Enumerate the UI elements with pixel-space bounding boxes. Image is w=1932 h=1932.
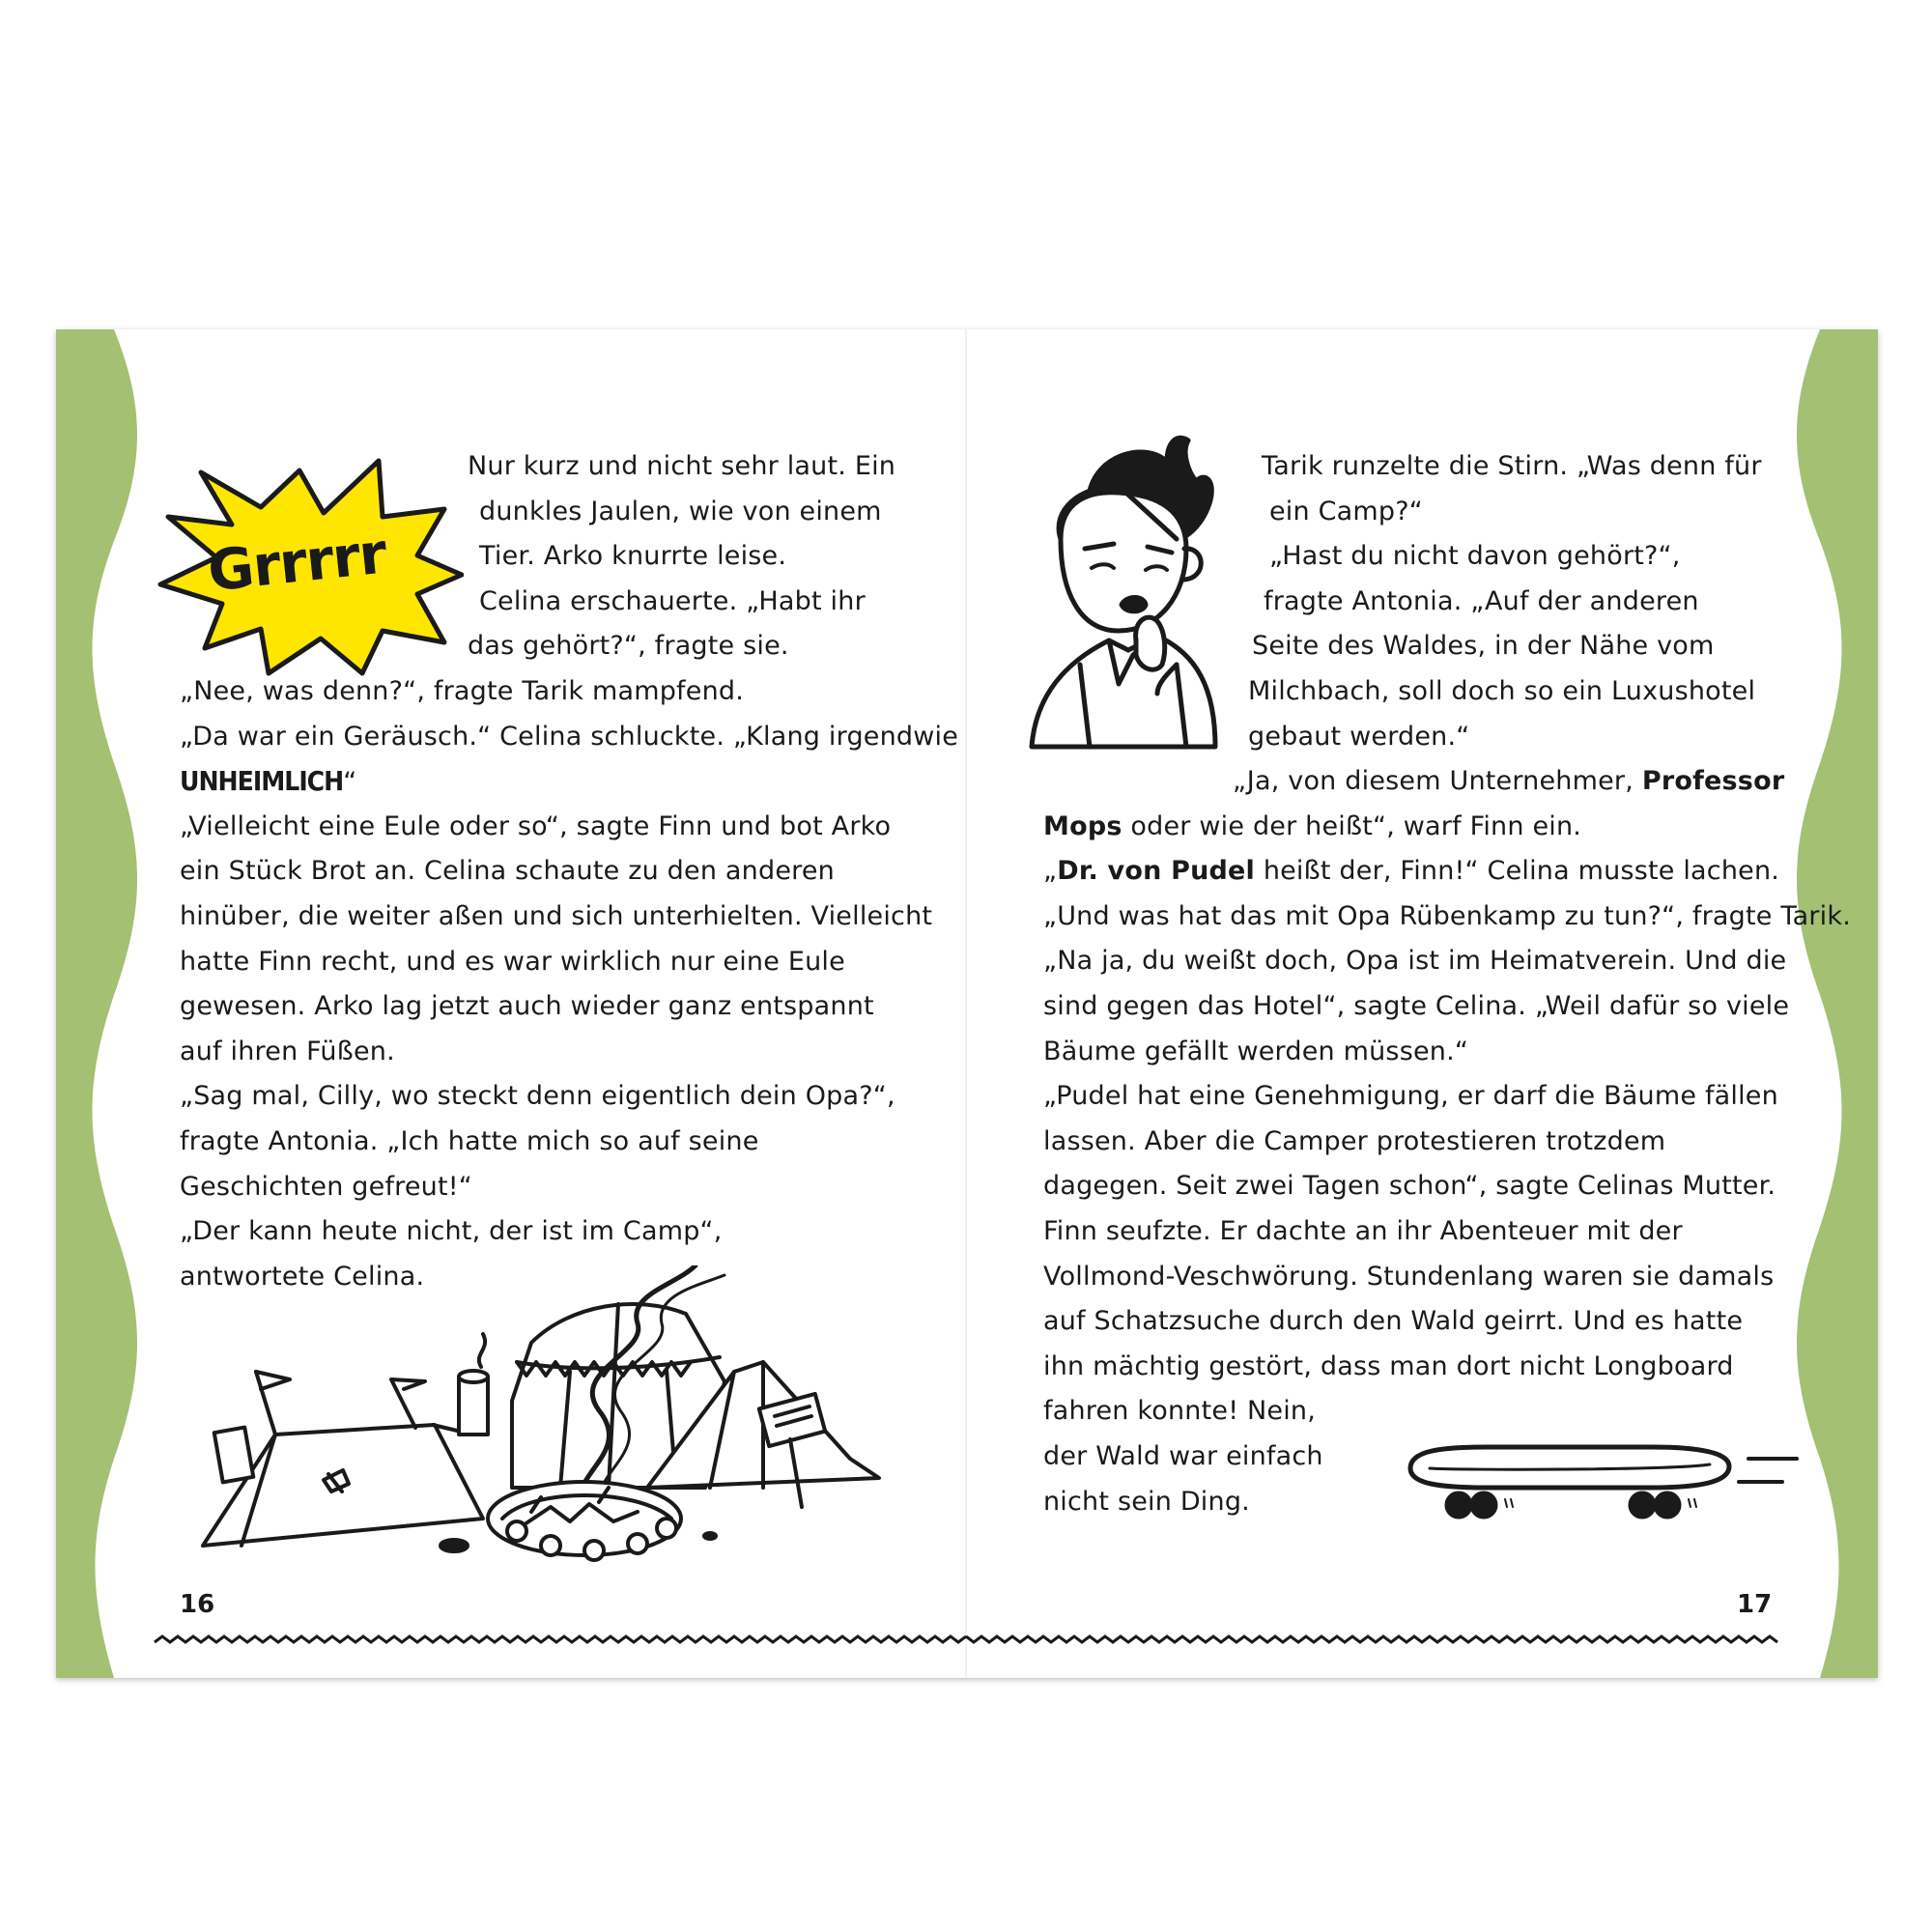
text-line: Milchbach, soll doch so ein Luxushotel (1248, 675, 1756, 706)
unheimlich-word: UNHEIMLICH (180, 765, 344, 798)
text-line: Seite des Waldes, in der Nähe vom (1252, 631, 1715, 662)
tarik-portrait-icon (1022, 433, 1235, 752)
left-body-text (180, 669, 958, 1299)
text-line: Celina erschauerte. „Habt ihr (479, 585, 866, 616)
text-line: „Hast du nicht davon gehört?“, (1269, 541, 1681, 572)
text-line: „Vielleicht eine Eule oder so“, sagte Finn und bot Arko (180, 810, 892, 841)
text-line: „Da war ein Geräusch.“ Celina schluckte. „Klang irgendwie (180, 721, 959, 752)
right-body-text (1043, 759, 1851, 1524)
right-wrap-text (1238, 444, 1762, 759)
text-line-unheimlich (180, 759, 958, 805)
text-line-ja (1043, 759, 1851, 805)
text-line: das gehört?“, fragte sie. (468, 631, 789, 662)
text-line-mops (1043, 805, 1851, 850)
text-line: sind gegen das Hotel“, sagte Celina. „Weil dafür so viele (1043, 990, 1790, 1021)
text-line: fragte Antonia. „Auf der anderen (1264, 585, 1699, 616)
text-line: antwortete Celina. (180, 1261, 425, 1292)
text-line: Tarik runzelte die Stirn. „Was denn für (1262, 451, 1762, 481)
text-line: auf Schatzsuche durch den Wald geirrt. Und es hatte (1043, 1306, 1744, 1337)
text-line: ein Stück Brot an. Celina schaute zu den anderen (180, 856, 835, 887)
text-line: „Sag mal, Cilly, wo steckt denn eigentlich dein Opa?“, (180, 1081, 895, 1112)
professor-name: Professor (1641, 766, 1785, 796)
text-line: „Nee, was denn?“, fragte Tarik mampfend. (180, 676, 745, 706)
dr-tail: heißt der, Finn!“ Celina musste lachen. (1263, 856, 1780, 887)
mops-tail: oder wie der heißt“, warf Finn ein. (1130, 810, 1582, 841)
left-wrap-text (468, 444, 895, 669)
text-line: dagegen. Seit zwei Tagen schon“, sagte Celinas Mutter. (1043, 1171, 1776, 1202)
dr-von-pudel-name: Dr. von Pudel (1057, 856, 1256, 887)
text-line: Finn seufzte. Er dachte an ihr Abenteuer mit der (1043, 1215, 1683, 1246)
page-number-right: 17 (1737, 1590, 1773, 1619)
longboard-icon (1401, 1439, 1806, 1536)
text-line: der Wald war einfach (1043, 1440, 1323, 1471)
text-line: auf ihren Füßen. (180, 1036, 395, 1066)
text-line: nicht sein Ding. (1043, 1486, 1250, 1517)
text-line: „Und was hat das mit Opa Rübenkamp zu tun?“, fragte Tarik. (1043, 900, 1851, 931)
text-line: ein Camp?“ (1269, 496, 1423, 526)
text-line: „Der kann heute nicht, der ist im Camp“, (180, 1216, 723, 1247)
text-line: hinüber, die weiter aßen und sich unterhielten. Vielleicht (180, 900, 933, 931)
text-line: Nur kurz und nicht sehr laut. Ein (468, 451, 896, 481)
left-zigzag-line (155, 1636, 966, 1642)
text-line: Geschichten gefreut!“ (180, 1171, 472, 1202)
text-line: Tier. Arko knurrte leise. (479, 541, 787, 572)
text-line: lassen. Aber die Camper protestieren trotzdem (1043, 1125, 1666, 1156)
text-line: „Na ja, du weißt doch, Opa ist im Heimatverein. Und die (1043, 946, 1787, 977)
ja-line-start: „Ja, von diesem Unternehmer, (1233, 766, 1634, 796)
text-line: fragte Antonia. „Ich hatte mich so auf seine (180, 1125, 759, 1156)
page-number-left: 16 (180, 1590, 215, 1619)
mops-name: Mops (1043, 810, 1122, 841)
text-line: fahren konnte! Nein, (1043, 1396, 1317, 1427)
camp-illustration (184, 1265, 898, 1575)
text-line-dr (1043, 849, 1851, 895)
quote-close: “ (343, 767, 357, 798)
text-line: gewesen. Arko lag jetzt auch wieder ganz entspannt (180, 991, 874, 1022)
text-line: Bäume gefällt werden müssen.“ (1043, 1036, 1469, 1066)
text-line: ihn mächtig gestört, dass man dort nicht Longboard (1043, 1350, 1734, 1381)
text-line: hatte Finn recht, und es war wirklich nur eine Eule (180, 946, 845, 977)
text-line: dunkles Jaulen, wie von einem (479, 496, 882, 526)
text-line: gebaut werden.“ (1248, 721, 1470, 752)
sound-effect-text: Grrrrr (204, 520, 389, 605)
left-green-border (56, 329, 137, 1678)
text-line: Vollmond-Veschwörung. Stundenlang waren sie damals (1043, 1261, 1775, 1292)
right-zigzag-line (966, 1636, 1777, 1642)
text-line: „Pudel hat eine Genehmigung, er darf die Bäume fällen (1043, 1081, 1778, 1112)
quote-open: „ (1043, 856, 1058, 887)
